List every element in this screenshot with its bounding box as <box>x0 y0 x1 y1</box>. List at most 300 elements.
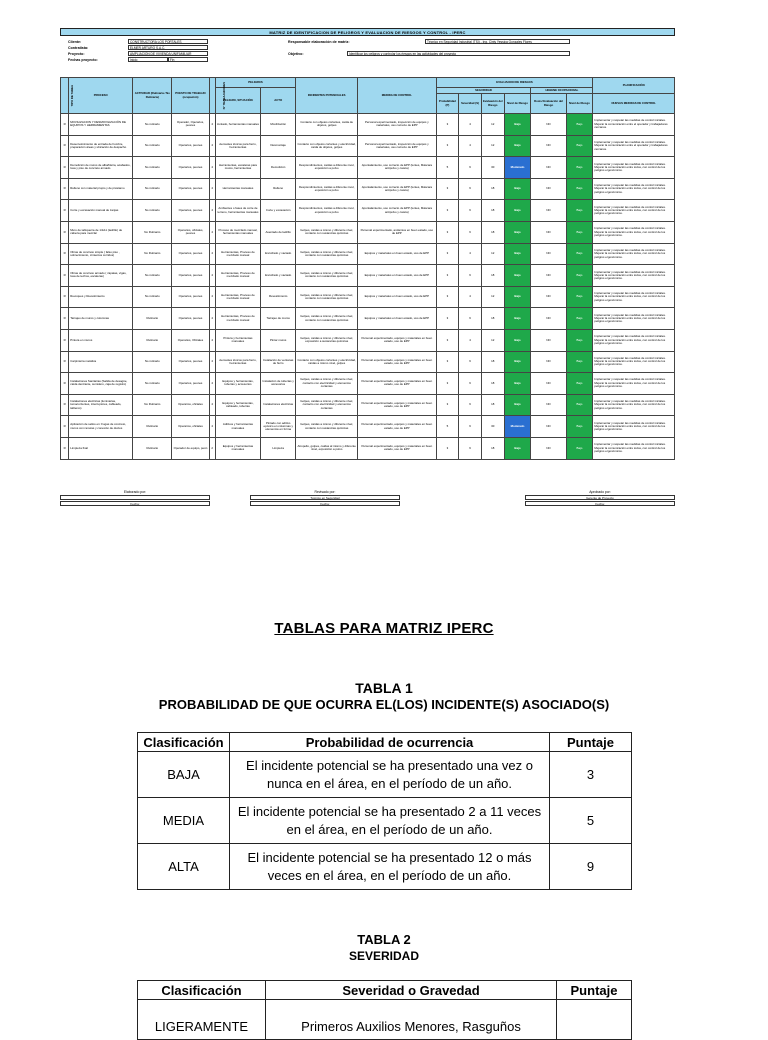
matrix-cell-medida: Personal experimentado, equipos y materiales en buen estado, uso de EPP <box>358 394 436 416</box>
matrix-cell-nivel-riesgo-2: Bajo <box>566 286 593 308</box>
matrix-cell-incidentes: Golpes, caídas a mismo y diferente nivel, contacto con sustancias químicas <box>296 286 358 308</box>
th-proceso: PROCESO <box>69 78 133 114</box>
table-row <box>61 394 675 416</box>
matrix-cell-probabilidad: 3 <box>436 221 459 243</box>
matrix-cell-incidentes: Golpes, caídas a mismo y diferente nivel, contacto con sustancias químicas <box>296 308 358 330</box>
matrix-cell-evaluacion: 18 <box>481 373 504 395</box>
th-seguridad: SEGURIDAD <box>436 88 531 94</box>
elaborado-line <box>60 495 210 500</box>
matrix-cell-nivel-riesgo-2: Bajo <box>566 351 593 373</box>
matrix-cell-tipo: R <box>61 157 69 179</box>
matrix-cell-dosis: NO <box>531 178 566 200</box>
table-row <box>61 265 675 287</box>
matrix-cell-actividad: No rutinario <box>133 351 172 373</box>
matrix-cell-medida: Apuntalamiento, uso correcto de EPP (lentes, Máscara antipolvo y careta) <box>358 178 436 200</box>
matrix-cell-dosis: NO <box>531 221 566 243</box>
matrix-cell-nivel-riesgo: Bajo <box>504 437 531 459</box>
table-row <box>61 286 675 308</box>
matrix-cell-proceso: Relleno con material propio y de préstamo <box>69 178 133 200</box>
cliente-label: Cliente: <box>68 40 82 44</box>
matrix-cell-trabajadores: 2 <box>209 437 215 459</box>
matrix-cell-probabilidad: 3 <box>436 200 459 222</box>
matrix-cell-dosis: NO <box>531 286 566 308</box>
matrix-cell-nuevas-medidas: Implementar y respetar las medidas de control iniciales. Mejorar la comunicación entre todos, con control de los peligros ergonómicos. <box>593 308 675 330</box>
matrix-cell-actividad: No rutinario <box>133 265 172 287</box>
matrix-cell-actividad: Rutinario <box>133 329 172 351</box>
matrix-cell-proceso: Corte y excavación manual de zanjas <box>69 200 133 222</box>
matrix-cell-probabilidad: 3 <box>436 243 459 265</box>
matrix-cell-tipo: R <box>61 200 69 222</box>
matrix-cell-nivel-riesgo-2: Bajo <box>566 178 593 200</box>
matrix-cell-acto: Revestimiento <box>261 286 296 308</box>
th-evaluacion-riesgo: Evaluación del Riesgo <box>481 94 504 114</box>
th-peligros: PELIGROS <box>215 78 295 88</box>
matrix-cell-actividad: No rutinario <box>133 373 172 395</box>
matrix-cell-dosis: NO <box>531 114 566 136</box>
matrix-cell-nuevas-medidas: Implementar y respetar las medidas de control iniciales. Mejorar la comunicación entre todos, con control de los peligros ergonómicos. <box>593 351 675 373</box>
matrix-cell-nivel-riesgo-2: Bajo <box>566 416 593 438</box>
matrix-cell-puesto: Operarios, peones <box>172 157 209 179</box>
matrix-cell-severidad: 4 <box>459 135 482 157</box>
matrix-header-info <box>60 36 675 74</box>
matrix-cell-proceso: MOVILIZACION Y DESMOVILIZACIÓN DE EQUIPOS Y HERRAMIENTAS <box>69 114 133 136</box>
matrix-cell-severidad: 6 <box>459 351 482 373</box>
matrix-cell-incidentes: Golpes, caídas a mismo y diferente nivel, contacto con sustancias químicas <box>296 221 358 243</box>
matrix-cell-acto: Instalación de tuberías y accesorios <box>261 373 296 395</box>
matrix-cell-nivel-riesgo-2: Bajo <box>566 114 593 136</box>
matrix-cell-evaluacion: 30 <box>481 416 504 438</box>
matrix-cell-puesto: Operarios, peones <box>172 286 209 308</box>
matrix-cell-severidad: 4 <box>459 114 482 136</box>
matrix-cell-proceso: Aplicación de sellos en: Fugas de concreto, muros con ranuras y conexión de ductos <box>69 416 133 438</box>
table-row <box>61 329 675 351</box>
matrix-cell-nivel-riesgo: Moderado <box>504 416 531 438</box>
matrix-cell-dosis: NO <box>531 351 566 373</box>
matrix-cell-puesto: Operarios, peones <box>172 178 209 200</box>
matrix-cell-incidentes: Contacto con objetos cortantes, caída de objetos, golpes <box>296 114 358 136</box>
matrix-cell-puesto: Operarios, peones <box>172 243 209 265</box>
revisado-block <box>250 490 400 506</box>
matrix-cell-nuevas-medidas: Implementar y respetar las medidas de control iniciales. Mejorar la comunicación entre todos, con control de los peligros ergonómicos. <box>593 200 675 222</box>
tabla1-descripcion: El incidente potencial se ha presentado 2 a 11 veces en el área, en el período de un año. <box>230 798 550 844</box>
matrix-cell-peligro: Ambientes o fases de corte de terreno, herramientas manuales <box>215 200 260 222</box>
matrix-cell-peligro: Herramientas, Proceso de mezclado manual <box>215 265 260 287</box>
aprobado-label: Aprobado por: <box>589 490 611 494</box>
matrix-cell-incidentes: Desprendimientos, caídas a diferente nivel, exposición a polvo <box>296 200 358 222</box>
th-nivel-riesgo: Nivel de Riesgo <box>504 94 531 114</box>
matrix-cell-peligro: Equipos y herramientas manuales <box>215 437 260 459</box>
matrix-cell-peligro: Herramientas, escaleras para muros, herramientas <box>215 157 260 179</box>
matrix-cell-evaluacion: 18 <box>481 351 504 373</box>
matrix-cell-tipo: R <box>61 221 69 243</box>
tabla1-puntaje: 9 <box>550 844 632 890</box>
tabla1-caption: TABLA 1 <box>355 680 413 696</box>
matrix-cell-dosis: NO <box>531 135 566 157</box>
matrix-cell-medida: Personal experimentado, inspección de equipos y materiales, uso correcto de EPP <box>358 135 436 157</box>
matrix-cell-evaluacion: 12 <box>481 135 504 157</box>
matrix-cell-proceso: Pintura en muros <box>69 329 133 351</box>
matrix-cell-acto: Encofrado y vaciado <box>261 243 296 265</box>
tabla1-th-probabilidad: Probabilidad de ocurrencia <box>230 733 550 752</box>
matrix-cell-probabilidad: 3 <box>436 373 459 395</box>
matrix-cell-actividad: No rutinario <box>133 178 172 200</box>
table-row <box>61 135 675 157</box>
elaborado-fecha: Fecha: <box>60 501 210 506</box>
matrix-cell-dosis: NO <box>531 373 566 395</box>
matrix-cell-acto: Corte y excavación <box>261 200 296 222</box>
elaborado-label: Elaborado por: <box>123 490 147 494</box>
matrix-cell-nuevas-medidas: Implementar y respetar las medidas de control iniciales. Mejorar la comunicación entre todos, con control de los peligros ergonómicos. <box>593 157 675 179</box>
proyecto-value: AMPLIACION DE VIVIENDA UNIFAMILIAR <box>128 51 208 56</box>
table-row <box>61 437 675 459</box>
matrix-cell-acto: Encofrado y vaciado <box>261 265 296 287</box>
matrix-cell-trabajadores: 4 <box>209 373 215 395</box>
objetivo-value: Identificar los peligros y controlar los riesgos en las actividades del proyecto <box>347 51 570 56</box>
matrix-cell-evaluacion: 12 <box>481 329 504 351</box>
matrix-cell-severidad: 6 <box>459 157 482 179</box>
matrix-cell-trabajadores: 4 <box>209 200 215 222</box>
matrix-cell-actividad: No Rutinario <box>133 394 172 416</box>
table-row <box>138 1000 632 1040</box>
matrix-cell-proceso: Instalaciones Sanitarias (Salida de desagüe, caída dentrante, sumidero, caja de registro) <box>69 373 133 395</box>
matrix-cell-nuevas-medidas: Implementar y respetar las medidas de control iniciales. Mejorar la comunicación entre todos, con control de los peligros ergonómicos. <box>593 394 675 416</box>
matrix-cell-proceso: Desenvolvimiento de entrada de hombre, preparación áreas y ubicación de despacho <box>69 135 133 157</box>
matrix-cell-acto: Limpieza <box>261 437 296 459</box>
matrix-cell-acto: Relleno <box>261 178 296 200</box>
matrix-cell-acto: Asentado de ladrillo <box>261 221 296 243</box>
matrix-cell-puesto: Operarios, oficiales, peones <box>172 221 209 243</box>
revisado-label: Revisado por: <box>314 490 336 494</box>
matrix-cell-medida: Apuntalamiento, uso correcto de EPP (lentes, Máscara antipolvo y careta) <box>358 200 436 222</box>
matrix-cell-nivel-riesgo: Bajo <box>504 200 531 222</box>
matrix-cell-proceso: Obras de concreto simple ( falso piso , sobrecimiento, cimientos corridos) <box>69 243 133 265</box>
matrix-cell-evaluacion: 18 <box>481 308 504 330</box>
matrix-cell-trabajadores: 4 <box>209 221 215 243</box>
matrix-cell-nuevas-medidas: Implementar y respetar las medidas de control iniciales. Mejorar la comunicación entre todos, con control de los peligros ergonómicos. <box>593 437 675 459</box>
matrix-cell-acto: Movilización <box>261 114 296 136</box>
tabla1-th-clasificacion: Clasificación <box>138 733 230 752</box>
matrix-cell-medida: Personal experimentado, equipos y materiales en buen estado, uso de EPP <box>358 351 436 373</box>
tabla2-subtitle: SEVERIDAD <box>348 949 419 963</box>
matrix-cell-trabajadores: 4 <box>209 329 215 351</box>
matrix-cell-nuevas-medidas: Implementar y respetar las medidas de control iniciales. Mejorar la comunicación entre el operador y trabajadores cercanos. <box>593 114 675 136</box>
tabla2-clasificacion: LIGERAMENTE <box>138 1000 266 1040</box>
matrix-cell-tipo: R <box>61 178 69 200</box>
matrix-cell-probabilidad: 3 <box>436 437 459 459</box>
matrix-cell-trabajadores: 4 <box>209 243 215 265</box>
th-planificacion: PLANIFICACIÓN <box>593 78 675 94</box>
tabla1-probabilidad <box>137 732 632 890</box>
tabla2-puntaje <box>557 1000 632 1040</box>
matrix-cell-acto: Demolición <box>261 157 296 179</box>
matrix-cell-proceso: Tarrajeo de muros y columnas <box>69 308 133 330</box>
th-puesto: PUESTO DE TRABAJO (ocupación) <box>172 78 209 114</box>
matrix-cell-peligro: Juntado, herramientas manuales <box>215 114 260 136</box>
matrix-cell-nuevas-medidas: Implementar y respetar las medidas de control iniciales. Mejorar la comunicación entre todos, con control de los peligros ergonómicos. <box>593 416 675 438</box>
matrix-cell-medida: Personal experimentado, equipos y materiales en buen estado, uso de EPP <box>358 373 436 395</box>
matrix-cell-severidad: 6 <box>459 394 482 416</box>
matrix-cell-proceso: Obras de concreto armado ( zapatas, vigas, losa de techos, escaleras) <box>69 265 133 287</box>
matrix-cell-severidad: 6 <box>459 437 482 459</box>
matrix-cell-medida: Equipos y materiales en buen estado, uso de EPP <box>358 308 436 330</box>
matrix-cell-actividad: No rutinario <box>133 157 172 179</box>
matrix-cell-trabajadores: 4 <box>209 308 215 330</box>
matrix-cell-nuevas-medidas: Implementar y respetar las medidas de control iniciales. Mejorar la comunicación entre todos, con control de los peligros ergonómicos. <box>593 286 675 308</box>
matrix-cell-nivel-riesgo-2: Bajo <box>566 373 593 395</box>
matrix-cell-incidentes: Contacto con objetos cortantes y electricidad, caída de objetos, golpes <box>296 135 358 157</box>
matrix-cell-probabilidad: 3 <box>436 308 459 330</box>
table-row <box>61 416 675 438</box>
table-row <box>61 351 675 373</box>
matrix-cell-trabajadores: 4 <box>209 157 215 179</box>
matrix-cell-medida: Equipos y materiales en buen estado, uso de EPP <box>358 243 436 265</box>
matrix-cell-nuevas-medidas: Implementar y respetar las medidas de control iniciales. Mejorar la comunicación entre todos, con control de los peligros ergonómicos. <box>593 329 675 351</box>
objetivo-label: Objetivo: <box>288 52 304 56</box>
matrix-cell-severidad: 6 <box>459 178 482 200</box>
matrix-cell-medida: Personal experimentado, equipos y materiales en buen estado, uso de EPP <box>358 437 436 459</box>
matrix-cell-medida: Personal experimentado, equipos y materiales en buen estado, uso de EPP <box>358 416 436 438</box>
matrix-cell-nivel-riesgo: Bajo <box>504 351 531 373</box>
matrix-cell-tipo: R <box>61 416 69 438</box>
matrix-cell-nivel-riesgo-2: Bajo <box>566 329 593 351</box>
matrix-cell-nivel-riesgo: Bajo <box>504 178 531 200</box>
matrix-cell-dosis: NO <box>531 243 566 265</box>
table-row <box>138 844 632 890</box>
matrix-cell-proceso: Revoques y Revestimiento <box>69 286 133 308</box>
aprobado-block <box>525 490 675 506</box>
matrix-cell-peligro: Aerosoles tóxicos para fierro, herramientas <box>215 351 260 373</box>
tabla1-subtitle: PROBABILIDAD DE QUE OCURRA EL(LOS) INCIDENTE(S) ASOCIADO(S) <box>158 697 610 712</box>
matrix-title: MATRIZ DE IDENTIFICACION DE PELIGROS Y EVALUACION DE RIESGOS Y CONTROL - IPERC <box>60 28 675 36</box>
matrix-cell-actividad: Rutinario <box>133 308 172 330</box>
table-row <box>61 308 675 330</box>
matrix-cell-tipo: R <box>61 329 69 351</box>
matrix-cell-peligro: Equipos y herramientas, tuberías y accesorios <box>215 373 260 395</box>
matrix-cell-severidad: 4 <box>459 329 482 351</box>
tabla2-th-clasificacion: Clasificación <box>138 981 266 1000</box>
table-row <box>61 157 675 179</box>
matrix-cell-incidentes: Desprendimientos, caídas a diferente nivel, exposición a polvo <box>296 157 358 179</box>
matrix-cell-dosis: NO <box>531 394 566 416</box>
matrix-cell-tipo: R <box>61 373 69 395</box>
matrix-cell-dosis: NO <box>531 437 566 459</box>
iperc-table-body <box>61 114 675 460</box>
matrix-cell-acto: Tarrajeo de muros <box>261 308 296 330</box>
matrix-cell-trabajadores: 4 <box>209 286 215 308</box>
iperc-matrix-sheet <box>60 28 675 506</box>
th-medida: MEDIDA DE CONTROL <box>358 78 436 114</box>
matrix-cell-probabilidad: 3 <box>436 178 459 200</box>
matrix-cell-proceso: Instalaciones eléctricas (luminarias, tomacorrientes, interruptores, cableado, tableros) <box>69 394 133 416</box>
matrix-cell-dosis: NO <box>531 416 566 438</box>
matrix-cell-nivel-riesgo-2: Bajo <box>566 394 593 416</box>
matrix-cell-severidad: 6 <box>459 373 482 395</box>
th-trabajadores: N° TRABAJADORES <box>209 78 215 114</box>
matrix-cell-probabilidad: 3 <box>436 329 459 351</box>
matrix-cell-evaluacion: 12 <box>481 243 504 265</box>
fechas-label: Fechas proyecto: <box>68 58 98 62</box>
matrix-cell-trabajadores: 4 <box>209 265 215 287</box>
matrix-cell-severidad: 4 <box>459 286 482 308</box>
matrix-cell-nuevas-medidas: Implementar y respetar las medidas de control iniciales. Mejorar la comunicación entre todos, con control de los peligros ergonómicos. <box>593 243 675 265</box>
matrix-cell-dosis: NO <box>531 200 566 222</box>
matrix-cell-actividad: No rutinario <box>133 286 172 308</box>
matrix-cell-proceso: Limpieza final <box>69 437 133 459</box>
matrix-cell-acto: Pintar muros <box>261 329 296 351</box>
matrix-cell-nivel-riesgo: Bajo <box>504 373 531 395</box>
matrix-cell-evaluacion: 18 <box>481 394 504 416</box>
matrix-cell-nivel-riesgo: Bajo <box>504 394 531 416</box>
matrix-cell-probabilidad: 3 <box>436 265 459 287</box>
matrix-cell-actividad: No rutinario <box>133 135 172 157</box>
matrix-cell-puesto: Operarios, peones <box>172 351 209 373</box>
cliente-value: CONSTRUCTORA LOS PORTALES <box>128 39 208 44</box>
matrix-cell-puesto: Operador de equipo, peón <box>172 437 209 459</box>
matrix-cell-acto: Instalación de ventanas de fierro <box>261 351 296 373</box>
matrix-cell-nivel-riesgo-2: Bajo <box>566 157 593 179</box>
matrix-cell-medida: Personal experimentado, equipos y materiales en buen estado, uso de EPP <box>358 329 436 351</box>
matrix-cell-peligro: Pintura y herramientas manuales <box>215 329 260 351</box>
matrix-cell-actividad: No rutinario <box>133 114 172 136</box>
table-row <box>138 752 632 798</box>
matrix-cell-trabajadores: 4 <box>209 178 215 200</box>
tabla1-th-puntaje: Puntaje <box>550 733 632 752</box>
tabla2-severidad <box>137 980 632 1040</box>
matrix-cell-probabilidad: 5 <box>436 416 459 438</box>
matrix-cell-severidad: 6 <box>459 416 482 438</box>
contratista-value: ELMER ARTURO S.A.C. <box>128 45 208 50</box>
matrix-cell-peligro: Aerosoles tóxicos para fierro, herramientas <box>215 135 260 157</box>
matrix-cell-incidentes: Contacto con objetos cortantes y electricidad, caídas a mismo nivel, golpes <box>296 351 358 373</box>
matrix-cell-nuevas-medidas: Implementar y respetar las medidas de control iniciales. Mejorar la comunicación entre el operador y trabajadores cercanos. <box>593 135 675 157</box>
matrix-cell-incidentes: Golpes, caídas a mismo y diferente nivel, contacto con electricidad y elementos cortantes <box>296 373 358 395</box>
signature-block <box>60 490 675 540</box>
matrix-cell-evaluacion: 12 <box>481 114 504 136</box>
th-dosis: Dosis/ Evaluación del Riesgo <box>531 94 566 114</box>
matrix-cell-evaluacion: 30 <box>481 157 504 179</box>
matrix-cell-evaluacion: 18 <box>481 178 504 200</box>
matrix-cell-puesto: Operador, Operarios, peones <box>172 114 209 136</box>
responsable-label: Responsable elaboración de matriz: <box>288 40 350 44</box>
matrix-cell-nivel-riesgo: Bajo <box>504 286 531 308</box>
matrix-cell-nuevas-medidas: Implementar y respetar las medidas de control iniciales. Mejorar la comunicación entre todos, con control de los peligros ergonómicos. <box>593 265 675 287</box>
matrix-cell-evaluacion: 18 <box>481 200 504 222</box>
matrix-cell-puesto: Operarios, peones <box>172 373 209 395</box>
th-probabilidad: Probabilidad (P) <box>436 94 459 114</box>
matrix-cell-peligro: Herramientas manuales <box>215 178 260 200</box>
matrix-cell-tipo: R <box>61 351 69 373</box>
matrix-cell-acto: Desmontaje <box>261 135 296 157</box>
tabla1-clasificacion: BAJA <box>138 752 230 798</box>
th-acto: ACTO <box>261 88 296 114</box>
matrix-cell-nivel-riesgo-2: Bajo <box>566 265 593 287</box>
matrix-cell-proceso: Carpintería metálica <box>69 351 133 373</box>
tabla1-clasificacion: ALTA <box>138 844 230 890</box>
tabla2-caption: TABLA 2 <box>357 932 411 947</box>
matrix-cell-nivel-riesgo: Bajo <box>504 243 531 265</box>
matrix-cell-incidentes: Golpes, caídas a mismo y diferente nivel, contacto con sustancias químicas <box>296 265 358 287</box>
matrix-cell-nuevas-medidas: Implementar y respetar las medidas de control iniciales. Mejorar la comunicación entre todos, con control de los peligros ergonómicos. <box>593 221 675 243</box>
matrix-cell-incidentes: Atropello, golpes, caídas al mismo y diferente nivel, exposición a polvo <box>296 437 358 459</box>
matrix-cell-actividad: Rutinario <box>133 437 172 459</box>
matrix-cell-nivel-riesgo: Bajo <box>504 114 531 136</box>
tabla1-descripcion: El incidente potencial se ha presentado una vez o nunca en el área, en el período de un año. <box>230 752 550 798</box>
matrix-cell-incidentes: Golpes, caídas a mismo y diferente nivel, contacto con sustancias químicas <box>296 243 358 265</box>
matrix-cell-tipo: R <box>61 243 69 265</box>
matrix-cell-evaluacion: 18 <box>481 265 504 287</box>
matrix-cell-nuevas-medidas: Implementar y respetar las medidas de control iniciales. Mejorar la comunicación entre todos, con control de los peligros ergonómicos. <box>593 373 675 395</box>
matrix-cell-nivel-riesgo: Bajo <box>504 221 531 243</box>
matrix-cell-medida: Equipos y materiales en buen estado, uso de EPP <box>358 265 436 287</box>
elaborado-block <box>60 490 210 506</box>
matrix-cell-severidad: 6 <box>459 200 482 222</box>
matrix-cell-nivel-riesgo-2: Bajo <box>566 308 593 330</box>
matrix-cell-evaluacion: 18 <box>481 221 504 243</box>
matrix-cell-incidentes: Golpes, caídas a mismo y diferente nivel, exposición a sustancias químicas <box>296 329 358 351</box>
contratista-label: Contratista: <box>68 46 89 50</box>
matrix-cell-puesto: Operarios, peones <box>172 135 209 157</box>
matrix-cell-nivel-riesgo-2: Bajo <box>566 135 593 157</box>
matrix-cell-tipo: R <box>61 437 69 459</box>
matrix-cell-proceso: Muro de tabiquería de 14x11 (ladrillo) de cabeza para mezclar <box>69 221 133 243</box>
tabla2-th-puntaje: Puntaje <box>557 981 632 1000</box>
table-row <box>61 373 675 395</box>
tabla2-descripcion: Primeros Auxilios Menores, Rasguños <box>266 1000 557 1040</box>
th-tipo: TIPO DE TAREA <box>61 78 69 114</box>
matrix-cell-peligro: Proceso de mezclado manual, herramientas manuales <box>215 221 260 243</box>
matrix-cell-nivel-riesgo: Bajo <box>504 135 531 157</box>
matrix-cell-peligro: Herramientas, Proceso de mezclado manual <box>215 308 260 330</box>
tabla1-puntaje: 3 <box>550 752 632 798</box>
matrix-cell-puesto: Operarios, peones <box>172 265 209 287</box>
matrix-cell-probabilidad: 5 <box>436 157 459 179</box>
matrix-cell-incidentes: Golpes, caídas a mismo y diferente nivel, contacto con sustancias químicas <box>296 416 358 438</box>
revisado-fecha: Fecha: <box>250 501 400 506</box>
table-row <box>61 221 675 243</box>
th-nivel-riesgo-2: Nivel de Riesgo <box>566 94 593 114</box>
proyecto-label: Proyecto: <box>68 52 85 56</box>
matrix-cell-peligro: Aditivos y herramientas manuales <box>215 416 260 438</box>
matrix-cell-severidad: 6 <box>459 221 482 243</box>
matrix-cell-puesto: Operarios, peones <box>172 200 209 222</box>
table-row <box>61 243 675 265</box>
matrix-cell-nivel-riesgo: Bajo <box>504 265 531 287</box>
matrix-cell-trabajadores: 4 <box>209 416 215 438</box>
matrix-cell-nivel-riesgo: Bajo <box>504 329 531 351</box>
iperc-table <box>60 77 675 460</box>
th-evaluacion: EVALUACION DE RIESGOS <box>436 78 593 88</box>
tabla2-th-severidad: Severidad o Gravedad <box>266 981 557 1000</box>
table-row <box>61 114 675 136</box>
matrix-cell-nivel-riesgo-2: Bajo <box>566 200 593 222</box>
matrix-cell-tipo: R <box>61 308 69 330</box>
matrix-cell-medida: Personal experimentado, inspección de equipos y materiales, uso correcto de EPP <box>358 114 436 136</box>
fecha-inicio-value: Inicio <box>128 57 168 62</box>
doc-title: TABLAS PARA MATRIZ IPERC <box>274 620 494 637</box>
matrix-cell-nivel-riesgo-2: Bajo <box>566 221 593 243</box>
matrix-cell-peligro: Herramientas, Proceso de mezclado manual <box>215 286 260 308</box>
matrix-cell-actividad: No rutinario <box>133 200 172 222</box>
matrix-cell-medida: Apuntalamiento, uso correcto de EPP (lentes, Máscara antipolvo y careta) <box>358 157 436 179</box>
matrix-cell-nivel-riesgo: Moderado <box>504 157 531 179</box>
matrix-cell-peligro: Herramientas, Proceso de mezclado manual <box>215 243 260 265</box>
matrix-cell-probabilidad: 3 <box>436 351 459 373</box>
matrix-cell-actividad: No Rutinario <box>133 221 172 243</box>
table-row <box>61 178 675 200</box>
table-row <box>138 798 632 844</box>
matrix-cell-tipo: R <box>61 265 69 287</box>
matrix-cell-dosis: NO <box>531 329 566 351</box>
